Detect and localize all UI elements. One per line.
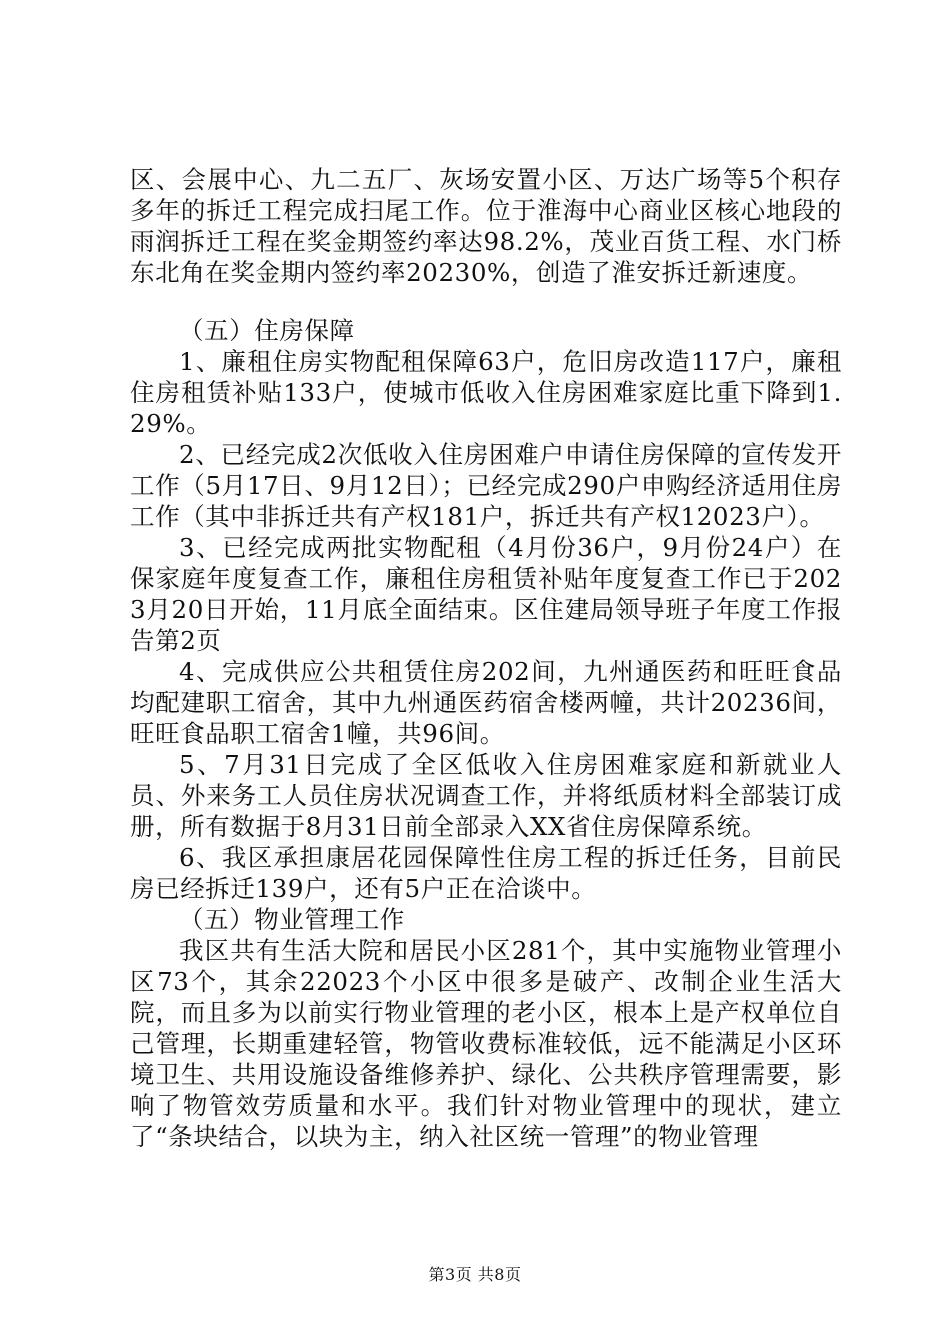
paragraph-demolition: 区、会展中心、九二五厂、灰场安置小区、万达广场等5个积存多年的拆迁工程完成扫尾工作。位于淮海中心商业区核心地段的雨润拆迁工程在奖金期签约率达98.2%，茂业百货工程、水门桥东北角在奖金期内签约率20230%，创造了淮安拆迁新速度。: [130, 165, 842, 287]
paragraph-item-1: 1、廉租住房实物配租保障63户，危旧房改造117户，廉租住房租赁补贴133户，使城市低收入住房困难家庭比重下降到1.29%。: [130, 347, 842, 438]
section-heading-property-management: （五）物业管理工作: [179, 905, 405, 934]
paragraph-property-management: 我区共有生活大院和居民小区281个，其中实施物业管理小区73个，其余22023个小区中很多是破产、改制企业生活大院，而且多为以前实行物业管理的老小区，根本上是产权单位自己管理，长期重建轻管，物管收费标准较低，远不能满足小区环境卫生、共用设施设备维修养护、绿化、公共秩序管理需要，影响了物管效劳质量和水平。我们针对物业管理中的现状，建立了“条块结合，以块为主，纳入社区统一管理”的物业管理: [130, 936, 842, 1151]
paragraph-item-6: 6、我区承担康居花园保障性住房工程的拆迁任务，目前民房已经拆迁139户，还有5户正在洽谈中。: [130, 843, 842, 903]
spacer: [130, 288, 842, 315]
page-footer: 第3页 共8页: [428, 1265, 522, 1284]
document-page: [130, 164, 842, 1152]
paragraph-item-2: 2、已经完成2次低收入住房困难户申请住房保障的宣传发开工作（5月17日、9月12日）；已经完成290户申购经济适用住房工作（其中非拆迁共有产权181户，拆迁共有产权12023户）。: [130, 440, 842, 531]
section-heading-housing-security: （五）住房保障: [179, 316, 355, 345]
paragraph-item-4: 4、完成供应公共租赁住房202间，九州通医药和旺旺食品均配建职工宿舍，其中九州通医药宿舍楼两幢，共计20236间，旺旺食品职工宿舍1幢，共96间。: [130, 657, 842, 748]
paragraph-item-3: 3、已经完成两批实物配租（4月份36户，9月份24户）在保家庭年度复查工作，廉租住房租赁补贴年度复查工作已于2023月20日开始，11月底全面结束。区住建局领导班子年度工作报告第2页: [130, 533, 842, 655]
paragraph-item-5: 5、7月31日完成了全区低收入住房困难家庭和新就业人员、外来务工人员住房状况调查工作，并将纸质材料全部装订成册，所有数据于8月31日前全部录入XX省住房保障系统。: [130, 750, 842, 841]
